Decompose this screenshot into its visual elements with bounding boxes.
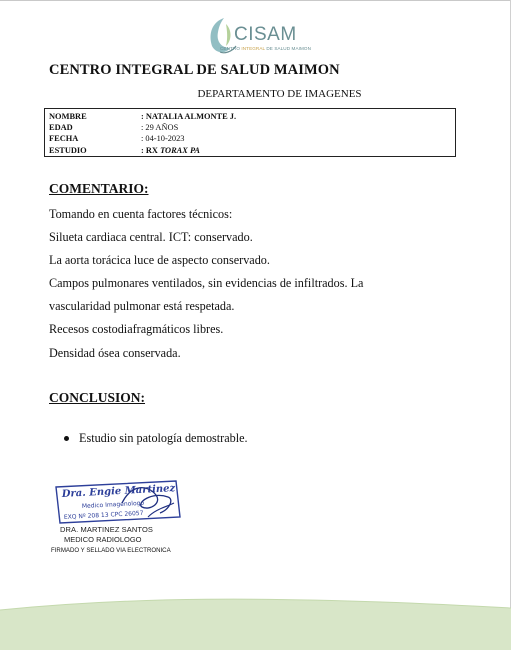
- page-top-border: [0, 0, 511, 1]
- patient-value: : 04-10-2023: [141, 134, 185, 144]
- comment-line: Silueta cardiaca central. ICT: conservado.: [49, 230, 253, 244]
- patient-info-box: [44, 108, 456, 157]
- patient-row-study: [49, 145, 455, 156]
- comment-line: vascularidad pulmonar está respetada.: [49, 299, 235, 313]
- doctor-title: MEDICO RADIOLOGO: [64, 535, 142, 544]
- patient-label: ESTUDIO: [49, 145, 87, 155]
- footer-wave: [0, 590, 511, 650]
- patient-label: EDAD: [49, 123, 73, 133]
- conclusion-list: [64, 431, 248, 446]
- cisam-logo: [190, 12, 320, 58]
- logo-subtitle: CENTRO INTEGRAL DE SALUD MAIMON: [220, 46, 311, 51]
- comment-line: Campos pulmonares ventilados, sin evidencias de infiltrados. La: [49, 276, 364, 290]
- svg-text:Medico Imagenologo: Medico Imagenologo: [81, 499, 145, 510]
- logo-wordmark: CISAM: [234, 24, 297, 45]
- svg-text:EXQ Nº 208 13 CPC 26057: EXQ Nº 208 13 CPC 26057: [63, 509, 144, 521]
- patient-row-name: [49, 111, 455, 122]
- patient-value: : NATALIA ALMONTE J.: [141, 112, 237, 121]
- patient-row-date: [49, 133, 455, 144]
- patient-row-age: [49, 122, 455, 133]
- patient-label: FECHA: [49, 134, 79, 144]
- comment-line: Recesos costodiafragmáticos libres.: [49, 322, 224, 336]
- patient-value: : 29 AÑOS: [141, 123, 179, 133]
- list-item: [64, 431, 248, 446]
- department-title: DEPARTAMENTO DE IMAGENES: [197, 88, 362, 100]
- conclusion-text: Estudio sin patología demostrable.: [79, 431, 248, 445]
- patient-value: : RX TORAX PA: [141, 145, 201, 155]
- comment-line: La aorta torácica luce de aspecto conservado.: [49, 253, 270, 267]
- comment-line: Tomando en cuenta factores técnicos:: [49, 207, 233, 221]
- signature-note: FIRMADO Y SELLADO VIA ELECTRONICA: [51, 547, 171, 554]
- center-title: CENTRO INTEGRAL DE SALUD MAIMON: [49, 62, 340, 78]
- conclusion-heading: CONCLUSION:: [49, 390, 146, 405]
- patient-label: NOMBRE: [49, 112, 87, 121]
- signature-stamp: [52, 477, 182, 525]
- comment-line: Densidad ósea conservada.: [49, 346, 181, 360]
- doctor-name: DRA. MARTINEZ SANTOS: [60, 525, 153, 534]
- svg-text:Dra. Engie Martinez: Dra. Engie Martinez: [61, 483, 176, 500]
- bullet-icon: [64, 436, 69, 441]
- comment-heading: COMENTARIO:: [49, 181, 149, 196]
